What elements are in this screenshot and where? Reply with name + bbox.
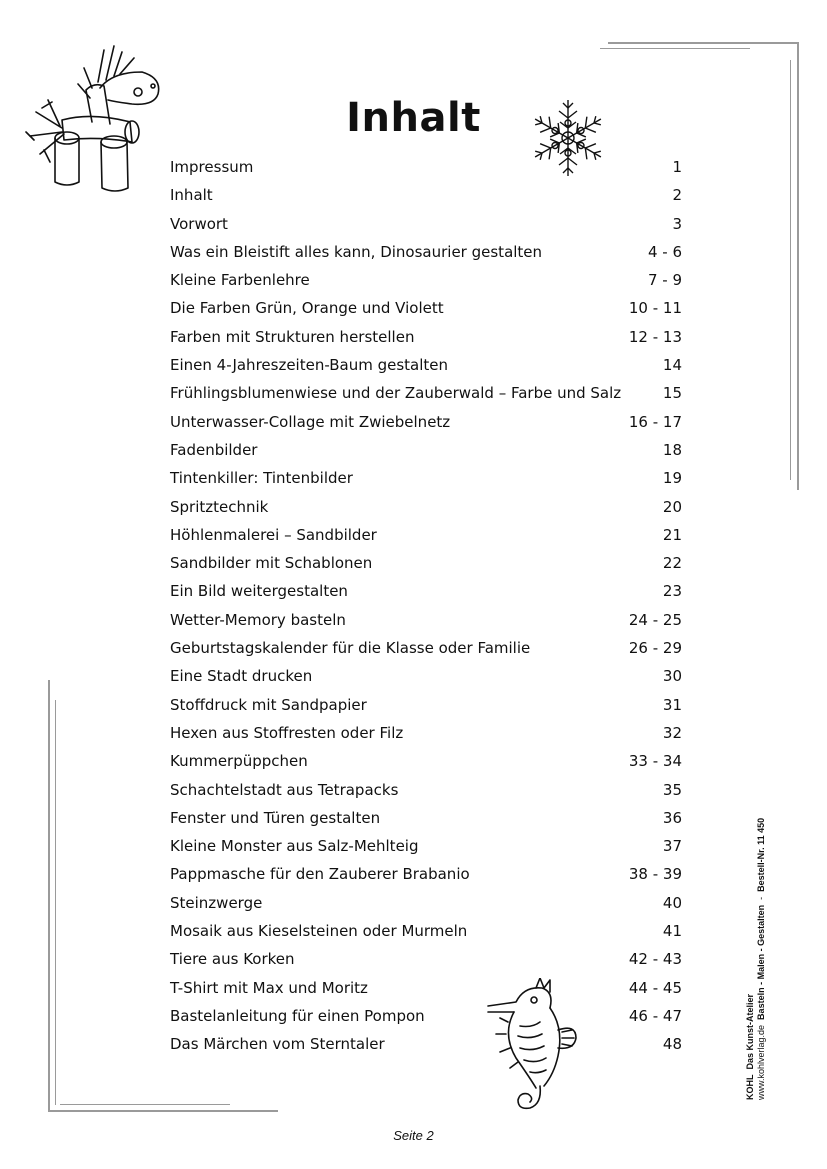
toc-entry-page: 42 - 43: [628, 950, 682, 969]
toc-entry-page: 4 - 6: [647, 242, 682, 261]
toc-entry-label: Schachtelstadt aus Tetrapacks: [170, 780, 399, 799]
toc-entry-page: 37: [662, 837, 682, 856]
toc-entry: [170, 662, 682, 690]
toc-entry-page: 19: [662, 469, 682, 488]
frame-line-bottom-inner: [60, 1104, 230, 1105]
toc-entry-page: 10 - 11: [628, 299, 682, 318]
frame-line-left: [48, 680, 50, 1112]
toc-entry: [170, 606, 682, 634]
toc-entry-label: Fenster und Türen gestalten: [170, 808, 381, 827]
toc-entry-label: Mosaik aus Kieselsteinen oder Murmeln: [170, 922, 468, 941]
toc-entry: [170, 436, 682, 464]
toc-entry: [170, 323, 682, 351]
toc-entry-page: 18: [662, 440, 682, 459]
toc-entry-page: 33 - 34: [628, 752, 682, 771]
toc-entry: [170, 1002, 682, 1030]
toc-entry-page: 46 - 47: [628, 1006, 682, 1025]
toc-entry-label: Hexen aus Stoffresten oder Filz: [170, 723, 404, 742]
toc-entry-page: 7 - 9: [647, 271, 682, 290]
toc-entry-label: Wetter-Memory basteln: [170, 610, 346, 629]
toc-entry: [170, 181, 682, 209]
frame-line-bottom: [48, 1110, 278, 1112]
toc-entry: [170, 917, 682, 945]
toc-entry-label: Eine Stadt drucken: [170, 667, 313, 686]
toc-entry-label: Unterwasser-Collage mit Zwiebelnetz: [170, 412, 451, 431]
toc-entry: [170, 691, 682, 719]
frame-line-top: [608, 42, 798, 44]
toc-entry: [170, 521, 682, 549]
toc-entry: [170, 804, 682, 832]
toc-entry-page: 20: [662, 497, 682, 516]
toc-entry-label: Kleine Monster aus Salz-Mehlteig: [170, 837, 419, 856]
toc-entry-label: Geburtstagskalender für die Klasse oder Familie: [170, 639, 531, 658]
toc-entry-page: 26 - 29: [628, 639, 682, 658]
toc-entry: [170, 408, 682, 436]
toc-entry: [170, 210, 682, 238]
toc-entry-page: 30: [662, 667, 682, 686]
toc-entry-page: 35: [662, 780, 682, 799]
toc-entry-page: 12 - 13: [628, 327, 682, 346]
toc-entry-page: 40: [662, 893, 682, 912]
frame-line-top-inner: [600, 48, 750, 49]
toc-entry-label: Fadenbilder: [170, 440, 258, 459]
frame-line-left-inner: [55, 700, 56, 1105]
page-title: Inhalt: [346, 94, 481, 141]
order-number: Bestell-Nr. 11 450: [756, 817, 766, 892]
toc-entry: [170, 747, 682, 775]
toc-entry-label: T-Shirt mit Max und Moritz: [170, 978, 368, 997]
toc-entry-page: 38 - 39: [628, 865, 682, 884]
series-title: Das Kunst-Atelier: [745, 993, 755, 1070]
toc-entry-label: Vorwort: [170, 214, 228, 233]
toc-entry-label: Das Märchen vom Sterntaler: [170, 1035, 385, 1054]
toc-entry: [170, 549, 682, 577]
toc-entry: [170, 889, 682, 917]
toc-entry-label: Inhalt: [170, 186, 213, 205]
toc-entry-page: 21: [662, 525, 682, 544]
toc-entry: [170, 464, 682, 492]
toc-entry-page: 15: [662, 384, 682, 403]
series-subtitle: Basteln - Malen - Gestalten: [756, 904, 766, 1020]
toc-entry-page: 31: [662, 695, 682, 714]
toc-entry: [170, 860, 682, 888]
toc-entry-label: Die Farben Grün, Orange und Violett: [170, 299, 444, 318]
publisher-side-label: KOHL Das Kunst-Atelier www.kohlverlag.de Basteln - Malen - Gestalten - Bestell-Nr. 11 450: [745, 817, 766, 1100]
toc-entry-label: Tintenkiller: Tintenbilder: [170, 469, 353, 488]
toc-entry-page: 32: [662, 723, 682, 742]
toc-entry: [170, 832, 682, 860]
toc-entry-label: Pappmasche für den Zauberer Brabanio: [170, 865, 470, 884]
toc-entry: [170, 294, 682, 322]
publisher-logo: KOHL: [745, 1074, 755, 1100]
toc-entry: [170, 719, 682, 747]
toc-entry-page: 44 - 45: [628, 978, 682, 997]
toc-entry-page: 41: [662, 922, 682, 941]
toc-entry: [170, 945, 682, 973]
toc-entry-label: Ein Bild weitergestalten: [170, 582, 348, 601]
toc-entry-label: Steinzwerge: [170, 893, 263, 912]
toc-entry-label: Höhlenmalerei – Sandbilder: [170, 525, 377, 544]
toc-entry: [170, 493, 682, 521]
publisher-website: www.kohlverlag.de: [756, 1024, 766, 1100]
toc-entry-page: 22: [662, 554, 682, 573]
toc-entry-label: Sandbilder mit Schablonen: [170, 554, 373, 573]
toc-entry-page: 23: [662, 582, 682, 601]
toc-entry-label: Bastelanleitung für einen Pompon: [170, 1006, 425, 1025]
toc-entry-page: 24 - 25: [628, 610, 682, 629]
toc-entry: [170, 577, 682, 605]
toc-entry: [170, 776, 682, 804]
toc-entry-label: Stoffdruck mit Sandpapier: [170, 695, 367, 714]
toc-entry: [170, 266, 682, 294]
toc-entry-label: Kleine Farbenlehre: [170, 271, 310, 290]
toc-entry-label: Was ein Bleistift alles kann, Dinosaurier gestalten: [170, 242, 543, 261]
toc-entry: [170, 634, 682, 662]
toc-entry-page: 2: [672, 186, 682, 205]
table-of-contents: [170, 153, 682, 1059]
toc-entry-page: 14: [662, 356, 682, 375]
page-number-footer: Seite 2: [393, 1128, 434, 1143]
toc-entry-label: Farben mit Strukturen herstellen: [170, 327, 415, 346]
toc-entry-label: Frühlingsblumenwiese und der Zauberwald – Farbe und Salz: [170, 384, 622, 403]
toc-entry-label: Impressum: [170, 158, 254, 176]
toc-entry-label: Tiere aus Korken: [170, 950, 295, 969]
toc-entry: [170, 153, 682, 181]
toc-entry-label: Spritztechnik: [170, 497, 269, 516]
toc-entry: [170, 351, 682, 379]
toc-entry-page: 48: [662, 1035, 682, 1054]
toc-entry: [170, 379, 682, 407]
toc-entry-page: 16 - 17: [628, 412, 682, 431]
toc-entry: [170, 1030, 682, 1058]
toc-entry-label: Kummerpüppchen: [170, 752, 308, 771]
toc-entry-page: 1: [672, 158, 682, 176]
toc-entry: [170, 238, 682, 266]
toc-entry-page: 3: [672, 214, 682, 233]
toc-entry-label: Einen 4-Jahreszeiten-Baum gestalten: [170, 356, 449, 375]
toc-entry-page: 36: [662, 808, 682, 827]
toc-entry: [170, 974, 682, 1002]
